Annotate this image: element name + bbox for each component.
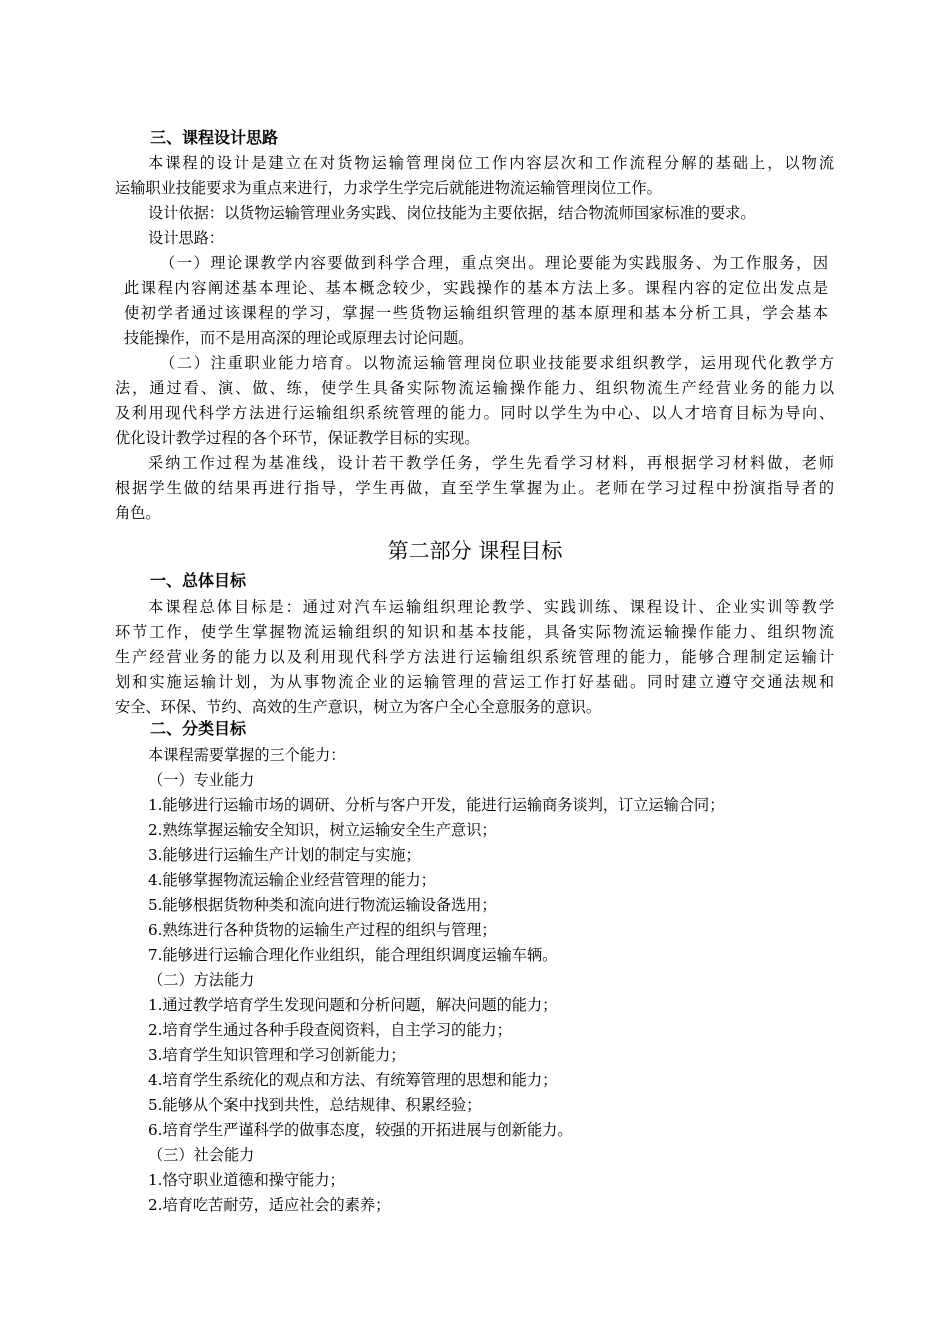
method-item: 5.能够从个案中找到共性，总结规律、积累经验； bbox=[148, 1096, 482, 1114]
professional-item: 5.能够根据货物种类和流向进行物流运输设备选用； bbox=[148, 896, 497, 914]
design-basis: 设计依据：以货物运输管理业务实践、岗位技能为主要依据，结合物流师国家标准的要求。 bbox=[148, 204, 756, 222]
section3-paragraph1-line1: 本课程的设计是建立在对货物运输管理岗位工作内容层次和工作流程分解的基础上，以物流 bbox=[148, 154, 834, 172]
idea1-line1: （一）理论课教学内容要做到科学合理，重点突出。理论要能为实践服务、为工作服务，因 bbox=[160, 254, 828, 272]
design-ideas-label: 设计思路： bbox=[148, 229, 224, 247]
overall-goal-line2: 环节工作，使学生掌握物流运输组织的知识和基本技能，具备实际物流运输操作能力、组织物流 bbox=[115, 623, 834, 641]
method-item: 4.培育学生系统化的观点和方法、有统筹管理的思想和能力； bbox=[148, 1071, 558, 1089]
overall-goal-heading: 一、总体目标 bbox=[150, 571, 247, 590]
overall-goal-line4: 划和实施运输计划，为从事物流企业的运输管理的营运工作打好基础。同时建立遵守交通法规和 bbox=[115, 673, 834, 691]
idea2-line3: 及利用现代科学方法进行运输组织系统管理的能力。同时以学生为中心、以人才培育目标为导向、 bbox=[115, 404, 834, 422]
professional-item: 2.熟练掌握运输安全知识，树立运输安全生产意识； bbox=[148, 821, 497, 839]
overall-goal-line5: 安全、环保、节约、高效的生产意识，树立为客户全心全意服务的意识。 bbox=[115, 698, 601, 716]
section3-paragraph3-line3: 角色。 bbox=[115, 504, 161, 522]
social-item: 1.恪守职业道德和操守能力； bbox=[148, 1171, 345, 1189]
method-ability-label: （二）方法能力 bbox=[148, 971, 255, 989]
method-item: 3.培育学生知识管理和学习创新能力； bbox=[148, 1046, 406, 1064]
method-item: 2.培育学生通过各种手段查阅资料，自主学习的能力； bbox=[148, 1021, 512, 1039]
idea1-line3: 使初学者通过该课程的学习，掌握一些货物运输组织管理的基本原理和基本分析工具，学会基本 bbox=[124, 304, 828, 322]
section3-paragraph3-line2: 根据学生做的结果再进行指导，学生再做，直至学生掌握为止。老师在学习过程中扮演指导者的 bbox=[115, 479, 834, 497]
category-goal-heading: 二、分类目标 bbox=[150, 719, 247, 738]
method-item: 1.通过教学培育学生发现问题和分析问题，解决问题的能力； bbox=[148, 996, 558, 1014]
professional-item: 7.能够进行运输合理化作业组织，能合理组织调度运输车辆。 bbox=[148, 946, 558, 964]
professional-item: 4.能够掌握物流运输企业经营管理的能力； bbox=[148, 871, 436, 889]
section3-paragraph3-line1: 采纳工作过程为基准线，设计若干教学任务，学生先看学习材料，再根据学习材料做，老师 bbox=[148, 454, 834, 472]
idea1-line4: 技能操作，而不是用高深的理论或原理去讨论问题。 bbox=[124, 329, 474, 347]
professional-ability-label: （一）专业能力 bbox=[148, 771, 255, 789]
professional-item: 6.熟练进行各种货物的运输生产过程的组织与管理； bbox=[148, 921, 497, 939]
idea2-line1: （二）注重职业能力培育。以物流运输管理岗位职业技能要求组织教学，运用现代化教学方 bbox=[160, 354, 834, 372]
idea2-line4: 优化设计教学过程的各个环节，保证教学目标的实现。 bbox=[115, 429, 480, 447]
professional-item: 3.能够进行运输生产计划的制定与实施； bbox=[148, 846, 421, 864]
overall-goal-line3: 生产经营业务的能力以及利用现代科学方法进行运输组织系统管理的能力，能够合理制定运输计 bbox=[115, 648, 834, 666]
idea1-line2: 此课程内容阐述基本理论、基本概念较少，实践操作的基本方法上多。课程内容的定位出发点是 bbox=[124, 279, 828, 297]
method-item: 6.培育学生严谨科学的做事态度，较强的开拓进展与创新能力。 bbox=[148, 1121, 573, 1139]
overall-goal-line1: 本课程总体目标是：通过对汽车运输组织理论教学、实践训练、课程设计、企业实训等教学 bbox=[148, 598, 834, 616]
professional-item: 1.能够进行运输市场的调研、分析与客户开发，能进行运输商务谈判，订立运输合同； bbox=[148, 796, 725, 814]
section3-paragraph1-line2: 运输职业技能要求为重点来进行，力求学生学完后就能进物流运输管理岗位工作。 bbox=[115, 179, 662, 197]
category-intro: 本课程需要掌握的三个能力： bbox=[148, 746, 346, 764]
section3-heading: 三、课程设计思路 bbox=[150, 128, 279, 147]
social-item: 2.培育吃苦耐劳，适应社会的素养； bbox=[148, 1196, 391, 1214]
social-ability-label: （三）社会能力 bbox=[148, 1146, 255, 1164]
part2-title: 第二部分 课程目标 bbox=[387, 539, 563, 563]
idea2-line2: 法，通过看、演、做、练，使学生具备实际物流运输操作能力、组织物流生产经营业务的能力以 bbox=[115, 379, 834, 397]
